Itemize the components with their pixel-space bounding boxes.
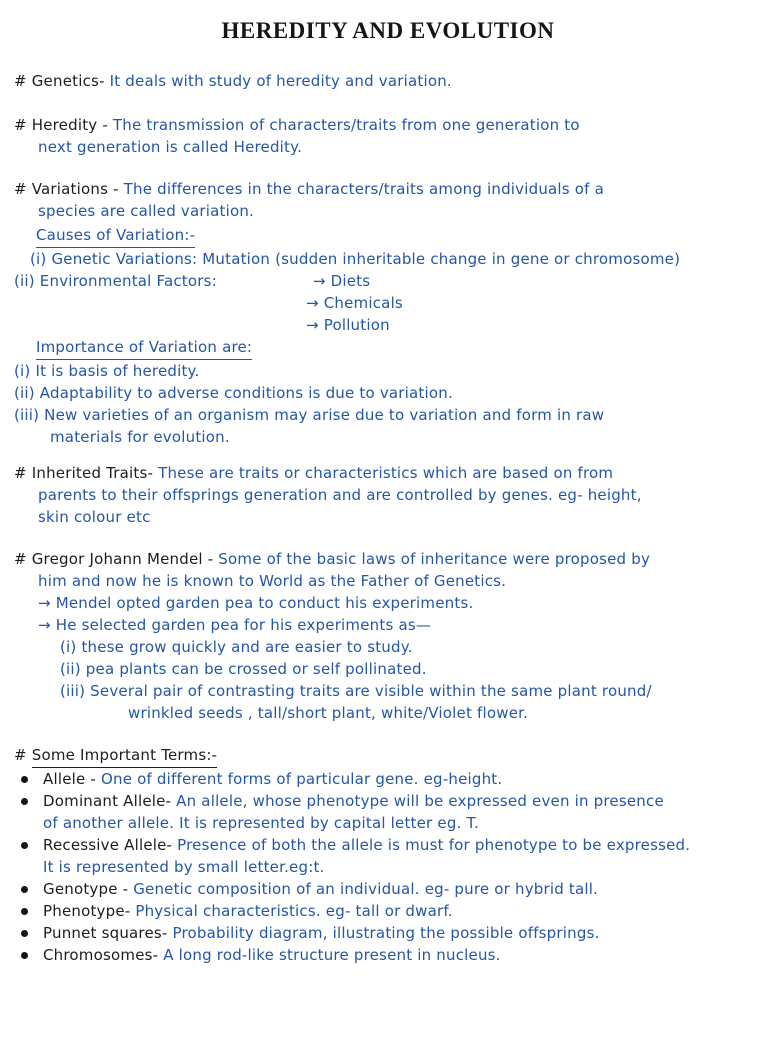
term-label-genotype: Genotype - [43,880,129,898]
bullet-icon [21,798,28,805]
term-item-chromosomes [14,944,762,966]
mendel-sub-item-2: (ii) pea plants can be crossed or self pollinated. [60,660,427,678]
term-label-heredity: # Heredity - [14,116,108,134]
definition-text: Genetic composition of an individual. eg- pure or hybrid tall. [133,880,599,898]
definition-genetics [14,70,762,92]
definition-line [14,178,762,200]
term-label-variations: # Variations - [14,180,119,198]
causes-of-variation-heading [36,224,762,248]
mendel-arrow-item-2: → He selected garden pea for his experiments as— [38,616,432,634]
environmental-factors-label: (ii) Environmental Factors: [14,272,217,290]
definition-text: One of different forms of particular gene. eg-height. [100,770,503,788]
bullet-icon [21,930,28,937]
bullet-icon [21,842,28,849]
bullet-icon [21,952,28,959]
definition-line [14,462,762,484]
bullet-icon [21,908,28,915]
definition-line [14,70,762,92]
notes-page [0,18,768,1042]
definition-line: species are called variation. [38,202,255,220]
term-item-punnet-squares [14,922,762,944]
env-item-chemicals: → Chemicals [306,294,403,312]
mendel-sub-item-3: (iii) Several pair of contrasting traits are visible within the same plant round/ [60,682,652,700]
mendel-arrow-item-1: → Mendel opted garden pea to conduct his experiments. [38,594,474,612]
definition-text: The transmission of characters/traits from one generation to [112,116,580,134]
term-item-genotype [14,878,762,900]
definition-text: A long rod-like structure present in nucleus. [163,946,501,964]
definition-line: him and now he is known to World as the Father of Genetics. [38,572,507,590]
definition-heredity [14,114,762,158]
term-line [43,944,762,966]
causes-item-genetic: (i) Genetic Variations: Mutation (sudden inheritable change in gene or chromosome) [30,250,681,268]
term-line [43,922,762,944]
definition-text: It deals with study of heredity and variation. [109,72,452,90]
term-line [43,900,762,922]
term-label-mendel: # Gregor Johann Mendel - [14,550,214,568]
definition-text: Some of the basic laws of inheritance were proposed by [218,550,651,568]
causes-heading-text: Causes of Variation:- [36,224,195,248]
term-label-punnet-squares: Punnet squares- [43,924,168,942]
causes-item-environmental [14,270,762,292]
term-label-recessive-allele: Recessive Allele- [43,836,173,854]
term-line [43,790,762,812]
term-label-phenotype: Phenotype- [43,902,131,920]
definition-text: Presence of both the allele is must for phenotype to be expressed. [177,836,691,854]
term-label-inherited-traits: # Inherited Traits- [14,464,154,482]
definition-text: The differences in the characters/traits among individuals of a [123,180,605,198]
terms-heading-hash: # [14,746,27,764]
definition-line: skin colour etc [38,508,151,526]
importance-heading [36,336,762,360]
definition-variations [14,178,762,222]
term-label-allele: Allele - [43,770,97,788]
env-item-pollution: → Pollution [306,316,390,334]
env-item-diets: → Diets [312,272,371,290]
term-line [43,878,762,900]
term-item-allele [14,768,762,790]
definition-text: Probability diagram, illustrating the possible offsprings. [172,924,600,942]
terms-heading-text: Some Important Terms:- [32,744,217,768]
term-item-recessive-allele [14,834,762,878]
importance-item-1: (i) It is basis of heredity. [14,362,200,380]
definition-line: parents to their offsprings generation and are controlled by genes. eg- height, [38,486,642,504]
term-label-genetics: # Genetics- [14,72,105,90]
term-line [43,834,762,856]
definition-line [14,548,762,570]
importance-item-3-cont: materials for evolution. [50,428,230,446]
mendel-sub-item-3-cont: wrinkled seeds , tall/short plant, white/Violet flower. [128,704,529,722]
definition-inherited-traits [14,462,762,528]
importance-item-2: (ii) Adaptability to adverse conditions is due to variation. [14,384,453,402]
mendel-sub-item-1: (i) these grow quickly and are easier to study. [60,638,413,656]
term-item-phenotype [14,900,762,922]
page-title: HEREDITY AND EVOLUTION [221,18,555,43]
term-item-dominant-allele [14,790,762,834]
definition-text: Physical characteristics. eg- tall or dwarf. [135,902,453,920]
importance-item-3: (iii) New varieties of an organism may arise due to variation and form in raw [14,406,605,424]
term-line-cont: of another allele. It is represented by capital letter eg. T. [43,814,480,832]
term-line [43,768,762,790]
definition-text: An allele, whose phenotype will be expressed even in presence [176,792,664,810]
term-label-chromosomes: Chromosomes- [43,946,159,964]
importance-heading-text: Importance of Variation are: [36,336,252,360]
important-terms-heading [14,744,762,768]
term-label-dominant-allele: Dominant Allele- [43,792,172,810]
importance-of-variation-block [14,336,762,448]
term-line-cont: It is represented by small letter.eg:t. [43,858,325,876]
bullet-icon [21,776,28,783]
definition-line [14,114,762,136]
definition-text: These are traits or characteristics which are based on from [158,464,614,482]
bullet-icon [21,886,28,893]
definition-line: next generation is called Heredity. [38,138,303,156]
mendel-section [14,548,762,724]
